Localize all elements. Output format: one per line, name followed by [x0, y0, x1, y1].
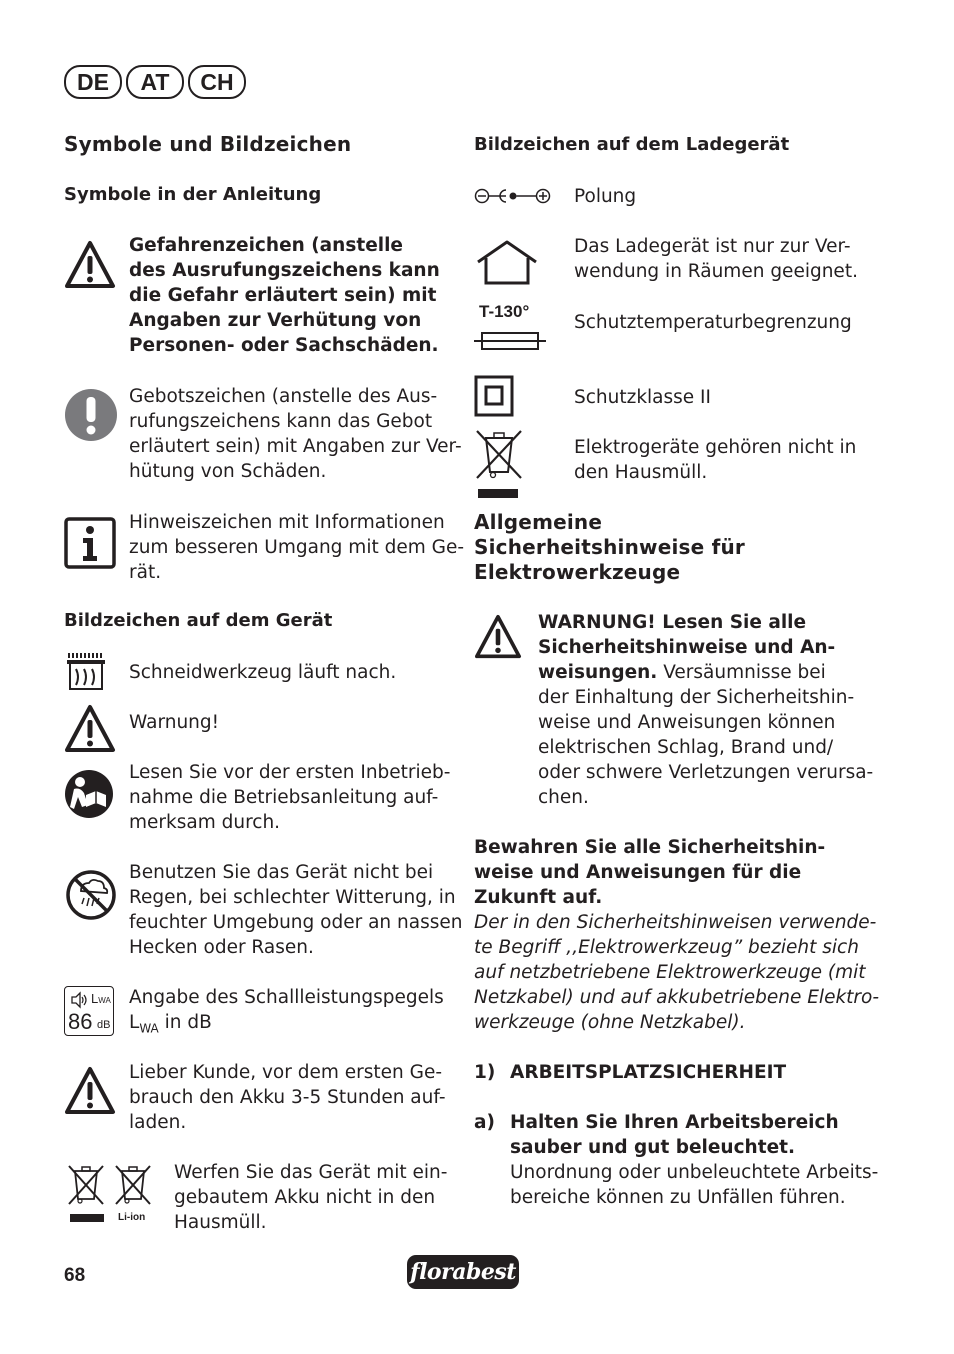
danger-triangle-icon	[64, 240, 116, 290]
read-manual-description: Lesen Sie vor der ersten Inbetrieb- nahme die Betriebsanleitung auf- merksam durch.	[129, 762, 451, 833]
lang-badge-at: AT	[126, 65, 184, 99]
info-sign-description: Hinweiszeichen mit Informationen zum besseren Umgang mit dem Ge- rät.	[129, 512, 465, 583]
fuse-label: T-130°	[479, 302, 530, 321]
danger-sign-description: Gefahrenzeichen (anstelle des Ausrufungszeichens kann die Gefahr erläutert sein) mit Angaben zur Verhütung von Personen- oder Sachschäden.	[129, 235, 440, 356]
item-a-text: Halten Sie Ihren Arbeitsbereich sauber und gut beleuchtet. Unordnung oder unbeleuchtete Arbeits- bereiche können zu Unfällen führen.	[510, 1112, 879, 1208]
keep-instructions-text: Bewahren Sie alle Sicherheitshin- weise und Anweisungen für die Zukunft auf. Der in den Sicherheitshinweisen verwende- te Begriff ,,Elektrowerkzeug” bezieht sich auf netzbetriebene Elektrowerkzeuge (mit Netzkabel) und auf akkubetriebene Elektro- werkzeuge (ohne Netzkabel).	[474, 837, 880, 1033]
cutter-runs-on-icon	[64, 651, 108, 693]
general-safety-title: Allgemeine Sicherheitshinweise für Elektrowerkzeuge	[474, 510, 745, 584]
disposal-description: Werfen Sie das Gerät mit ein- gebautem Akku nicht in den Hausmüll.	[174, 1162, 448, 1233]
weee-description: Elektrogeräte gehören nicht in den Hausmüll.	[574, 437, 857, 483]
polarity-icon	[474, 186, 552, 206]
weee-underline-bar	[478, 489, 518, 498]
polarity-description: Polung	[574, 186, 637, 207]
li-ion-label: Li-ion	[118, 1212, 146, 1223]
general-warning-text: WARNUNG! Lesen Sie alle Sicherheitshinweise und An- weisungen. Versäumnisse bei der Einhaltung der Sicherheitshin- weise und Anweisungen können elektrischen Schlag, Brand und/ oder schwere Verletzungen verursa- chen.	[538, 612, 874, 808]
florabest-logo: florabest	[407, 1255, 519, 1289]
weee-disposal-icon	[474, 428, 524, 480]
info-sign-icon	[64, 517, 116, 569]
language-badges	[64, 65, 246, 99]
section-title-symbols: Symbole und Bildzeichen	[64, 132, 352, 156]
no-rain-icon	[64, 869, 118, 921]
weee-bar	[70, 1214, 104, 1222]
warning-triangle-icon	[64, 704, 116, 754]
sound-level-description: Angabe des Schallleistungspegels $L_{WA}$ in dB	[129, 987, 444, 1036]
warning-description: Warnung!	[129, 712, 220, 733]
charge-description: Lieber Kunde, vor dem ersten Ge- brauch den Akku 3-5 Stunden auf- laden.	[129, 1062, 446, 1133]
protection-class-description: Schutzklasse II	[574, 387, 711, 408]
battery-weee-bin-icon	[113, 1163, 153, 1205]
speaker-icon	[68, 990, 88, 1010]
charger-symbols-title: Bildzeichen auf dem Ladegerät	[474, 134, 790, 155]
sound-level-value: 86	[68, 1009, 93, 1034]
lang-badge-de: DE	[64, 65, 122, 99]
no-rain-description: Benutzen Sie das Gerät nicht bei Regen, bei schlechter Witterung, in feuchter Umgebung oder an nassen Hecken oder Rasen.	[129, 862, 463, 958]
subtitle-device-symbols: Bildzeichen auf dem Gerät	[64, 610, 333, 631]
section-1-title: ARBEITSPLATZSICHERHEIT	[510, 1062, 787, 1083]
thermal-protection-description: Schutztemperaturbegrenzung	[574, 312, 852, 333]
indoor-use-house-icon	[474, 238, 540, 286]
cutter-description: Schneidwerkzeug läuft nach.	[129, 662, 397, 683]
read-manual-icon	[64, 769, 114, 819]
subtitle-manual-symbols: Symbole in der Anleitung	[64, 184, 322, 205]
mandatory-sign-description: Gebotszeichen (anstelle des Aus- rufungszeichens kann das Gebot erläutert sein) mit Angaben zur Ver- hütung von Schäden.	[129, 386, 462, 482]
weee-bin-icon	[66, 1163, 106, 1205]
page-number: 68	[64, 1265, 86, 1286]
mandatory-sign-icon	[64, 388, 118, 442]
thermal-fuse-icon	[474, 330, 546, 352]
indoor-use-description: Das Ladegerät ist nur zur Ver- wendung in Räumen geeignet.	[574, 236, 858, 282]
lang-badge-ch: CH	[188, 65, 246, 99]
item-a-label: a)	[474, 1112, 495, 1133]
sound-level-icon: LWA 86 dB	[64, 986, 114, 1036]
protection-class-2-icon	[474, 375, 514, 417]
charge-warning-triangle-icon	[64, 1066, 116, 1116]
section-1-number: 1)	[474, 1062, 496, 1083]
general-warning-triangle-icon	[474, 614, 522, 660]
